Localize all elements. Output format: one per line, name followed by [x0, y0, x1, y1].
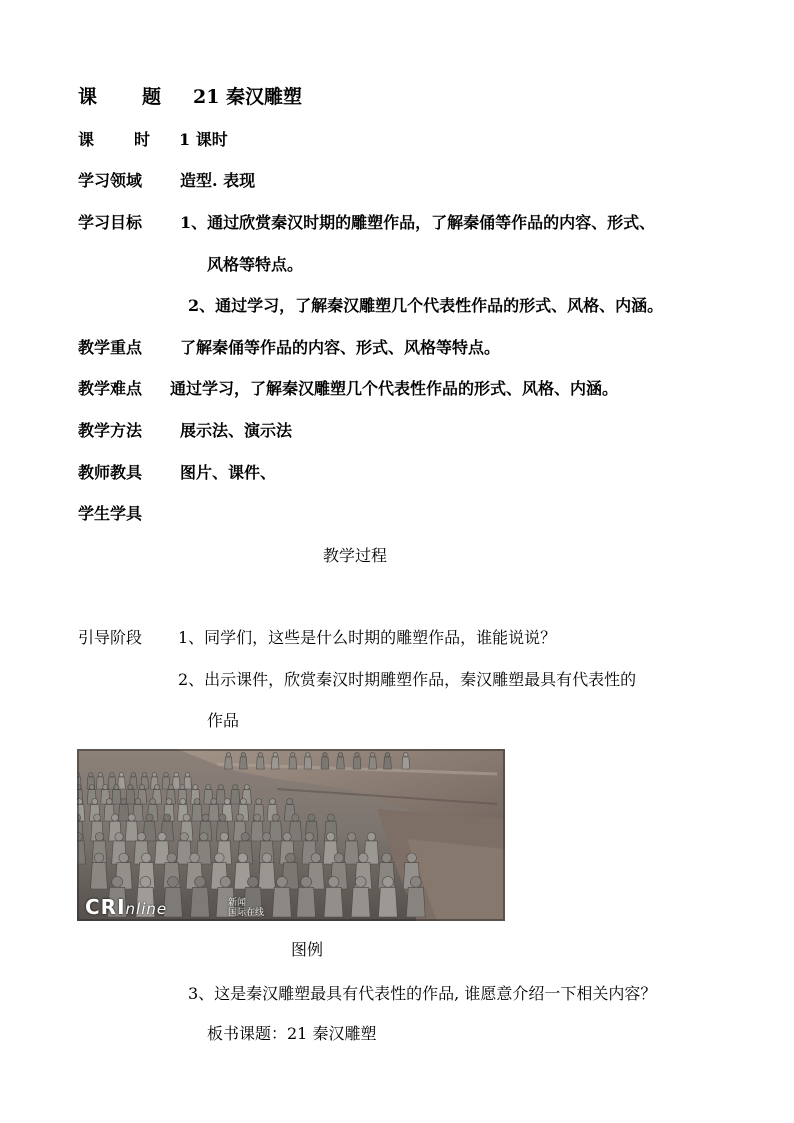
- cri-logo-online: nline: [125, 900, 168, 918]
- warrior-figure-head: [135, 799, 141, 805]
- warrior-figure-head: [119, 853, 129, 863]
- period-label-b: 时: [134, 130, 151, 149]
- warrior-figure-head: [241, 833, 249, 841]
- warrior-figure-head: [94, 814, 101, 821]
- warrior-figure-head: [291, 753, 295, 757]
- warrior-figure-head: [202, 814, 209, 821]
- warrior-figure-body: [378, 887, 397, 917]
- warrior-figure-head: [194, 799, 200, 805]
- warrior-figure-head: [358, 853, 368, 863]
- warrior-figure-head: [355, 753, 359, 757]
- warrior-figure-head: [286, 853, 296, 863]
- warrior-figure-head: [121, 799, 127, 805]
- board-title: 板书课题：21 秦汉雕塑: [207, 1024, 377, 1043]
- stage-row: [0, 627, 794, 649]
- warrior-figure-head: [98, 773, 102, 777]
- warrior-figure-head: [152, 773, 156, 777]
- board-title-row: [207, 1023, 376, 1045]
- warrior-figure-head: [168, 877, 179, 888]
- warrior-figure-head: [262, 833, 270, 841]
- warrior-figure-head: [244, 785, 249, 790]
- warrior-figure-head: [150, 799, 156, 805]
- teacher-tools-label: 教师教具: [78, 463, 143, 482]
- warrior-figure-head: [347, 833, 355, 841]
- warrior-figure-head: [355, 877, 366, 888]
- warrior-figure-body: [192, 805, 203, 822]
- warrior-figure-head: [383, 877, 394, 888]
- cri-logo-sub-2: 国际在线: [228, 908, 265, 918]
- warrior-figure-head: [110, 773, 114, 777]
- warrior-figure-head: [103, 785, 108, 790]
- warrior-figure-head: [106, 799, 112, 805]
- warrior-figure-head: [180, 785, 185, 790]
- warrior-figure-head: [367, 833, 375, 841]
- warrior-figure-head: [308, 814, 315, 821]
- warrior-figure-body: [91, 863, 108, 889]
- student-tools-row: [78, 503, 142, 525]
- field-label: 学习领域: [78, 171, 143, 190]
- warrior-figure-body: [118, 805, 129, 822]
- process-heading-row: [323, 545, 387, 567]
- cri-logo-main: CRI: [85, 895, 126, 919]
- warrior-figure-head: [186, 773, 190, 777]
- warrior-figure-head: [142, 853, 152, 863]
- warrior-figure-body: [271, 757, 279, 769]
- warrior-figure-body: [353, 757, 361, 769]
- warrior-figure-body: [344, 841, 359, 864]
- warrior-figure-head: [168, 785, 173, 790]
- warrior-figure-body: [337, 757, 345, 769]
- warrior-figure-head: [200, 833, 208, 841]
- goal-2-row: [188, 295, 663, 317]
- warrior-figure-body: [369, 757, 377, 769]
- warrior-figure-head: [180, 799, 186, 805]
- period-label-a: 课: [78, 130, 95, 149]
- warrior-figure-head: [276, 877, 287, 888]
- cri-online-logo: [85, 895, 167, 919]
- warrior-figure-head: [238, 853, 248, 863]
- warrior-figure-head: [323, 753, 327, 757]
- warrior-figure-head: [385, 753, 389, 757]
- topic-value: 21 秦汉雕塑: [193, 86, 303, 108]
- warrior-figure-body: [239, 757, 247, 769]
- warrior-figure-body: [216, 790, 225, 804]
- warrior-figure-head: [262, 853, 272, 863]
- terracotta-warriors-photo: [77, 749, 505, 921]
- teacher-tools-value: 图片、课件、: [180, 463, 277, 482]
- method-value: 展示法、演示法: [180, 421, 293, 440]
- topic-row: [0, 86, 794, 110]
- warrior-figure-head: [183, 814, 190, 821]
- warrior-figure-head: [218, 785, 223, 790]
- warrior-figure-head: [142, 773, 146, 777]
- goal-label: 学习目标: [78, 213, 143, 232]
- key-label: 教学重点: [78, 338, 143, 357]
- warrior-figure-head: [215, 853, 225, 863]
- warrior-figure-head: [211, 799, 217, 805]
- cri-logo-sub-1: 新闻: [228, 898, 247, 908]
- warrior-figure-head: [301, 877, 312, 888]
- topic-label-a: 课: [78, 86, 98, 108]
- warrior-figure-head: [89, 773, 93, 777]
- warrior-figure-head: [272, 814, 279, 821]
- warrior-figure-head: [240, 799, 246, 805]
- difficulty-value: 通过学习，了解秦汉雕塑几个代表性作品的形式、风格、内涵。: [170, 379, 619, 398]
- warrior-figure-body: [259, 863, 276, 889]
- warrior-figure-head: [226, 753, 230, 757]
- warrior-figure-head: [292, 814, 299, 821]
- process-item-2b: 作品: [207, 711, 240, 730]
- warrior-figure-head: [119, 773, 123, 777]
- warrior-figure-head: [404, 753, 408, 757]
- warrior-figure-head: [131, 773, 135, 777]
- warrior-figure-head: [327, 814, 334, 821]
- warrior-figure-body: [251, 821, 264, 841]
- warrior-figure-head: [220, 833, 228, 841]
- warrior-figure-head: [241, 753, 245, 757]
- warrior-figure-body: [191, 887, 210, 917]
- warrior-figure-body: [256, 757, 264, 769]
- warrior-figure-body: [155, 841, 170, 864]
- goal-1a: 1、通过欣赏秦汉时期的雕塑作品，了解秦俑等作品的内容、形式、: [180, 213, 656, 232]
- warrior-figure-body: [269, 821, 282, 841]
- warrior-figure-head: [370, 753, 374, 757]
- warrior-figure-head: [128, 785, 133, 790]
- warrior-figure-head: [195, 877, 206, 888]
- warrior-figure-head: [174, 773, 178, 777]
- cri-logo-subtitle: [228, 898, 264, 918]
- goal-row: [0, 212, 794, 234]
- warrior-figure-head: [328, 877, 339, 888]
- warrior-figure-body: [177, 841, 192, 864]
- warrior-figure-head: [224, 799, 230, 805]
- warrior-figure-head: [89, 785, 94, 790]
- process-item-3: 3、这是秦汉雕塑最具有代表性的作品, 谁愿意介绍一下相关内容？: [188, 984, 657, 1003]
- warrior-figure-head: [334, 853, 344, 863]
- warrior-figure-head: [254, 814, 261, 821]
- warrior-figure-body: [289, 757, 297, 769]
- warrior-figure-head: [190, 853, 200, 863]
- difficulty-row: [0, 378, 794, 400]
- warrior-figure-head: [236, 814, 243, 821]
- warrior-figure-head: [92, 799, 98, 805]
- warrior-figure-head: [311, 853, 321, 863]
- warrior-figure-head: [146, 814, 153, 821]
- warrior-figure-head: [94, 853, 104, 863]
- warrior-figure-head: [269, 799, 275, 805]
- warrior-figure-head: [287, 799, 293, 805]
- teacher-tools-row: [0, 462, 794, 484]
- process-heading: 教学过程: [323, 546, 388, 565]
- warrior-figure-head: [114, 785, 119, 790]
- warrior-figure-head: [305, 833, 313, 841]
- warrior-figure-head: [164, 773, 168, 777]
- warrior-figure-body: [321, 757, 329, 769]
- warrior-figure-head: [112, 877, 123, 888]
- warrior-figure-head: [164, 814, 171, 821]
- warrior-figure-head: [140, 785, 145, 790]
- method-label: 教学方法: [78, 421, 143, 440]
- process-item-2-continued: [207, 710, 239, 732]
- key-value: 了解秦俑等作品的内容、形式、风格等特点。: [180, 338, 501, 357]
- warrior-figure-head: [140, 877, 151, 888]
- warrior-figure-head: [283, 833, 291, 841]
- warrior-figure-body: [126, 790, 135, 804]
- warrior-figure-head: [154, 785, 159, 790]
- difficulty-label: 教学难点: [78, 379, 143, 398]
- warrior-figure-body: [209, 805, 220, 822]
- warrior-figure-body: [272, 887, 291, 917]
- warrior-figure-body: [406, 887, 425, 917]
- warrior-figure-head: [382, 853, 392, 863]
- process-item-2-row: [178, 669, 636, 691]
- warrior-figure-head: [410, 877, 421, 888]
- warrior-figure-head: [338, 753, 342, 757]
- warrior-figure-body: [231, 790, 240, 804]
- process-item-3-row: [188, 983, 656, 1005]
- student-tools-label: 学生学具: [78, 504, 143, 523]
- goal-2: 2、通过学习，了解秦汉雕塑几个代表性作品的形式、风格、内涵。: [188, 296, 664, 315]
- field-value: 造型. 表现: [180, 171, 256, 190]
- warrior-figure-body: [297, 887, 316, 917]
- warrior-figure-body: [112, 790, 121, 804]
- warrior-figure-head: [220, 877, 231, 888]
- process-item-2a: 2、出示课件，欣赏秦汉时期雕塑作品，秦汉雕塑最具有代表性的: [178, 670, 637, 689]
- warrior-figure-head: [256, 799, 262, 805]
- key-row: [0, 337, 794, 359]
- goal-1b: 风格等特点。: [207, 255, 304, 274]
- warrior-figure-head: [193, 785, 198, 790]
- period-value: 1 课时: [179, 130, 228, 149]
- warrior-figure-head: [248, 877, 259, 888]
- warrior-figure-head: [158, 833, 166, 841]
- warrior-figure-head: [407, 853, 417, 863]
- warrior-figure-head: [233, 785, 238, 790]
- topic-label-b: 题: [142, 86, 162, 108]
- warrior-figure-body: [351, 887, 370, 917]
- warrior-figure-body: [304, 757, 312, 769]
- warrior-figure-body: [324, 887, 343, 917]
- field-row: [0, 170, 794, 192]
- warrior-figure-head: [273, 753, 277, 757]
- warrior-figure-head: [219, 814, 226, 821]
- warrior-figure-head: [166, 799, 172, 805]
- warrior-figure-head: [115, 833, 123, 841]
- warrior-figure-head: [128, 814, 135, 821]
- warrior-figure-body: [125, 821, 138, 841]
- warrior-figure-head: [137, 833, 145, 841]
- warrior-figure-body: [384, 757, 392, 769]
- photo-caption: 图例: [291, 940, 324, 959]
- process-item-1: 1、同学们，这些是什么时期的雕塑作品，谁能说说？: [178, 628, 557, 647]
- warrior-figure-head: [258, 753, 262, 757]
- warrior-figure-head: [326, 833, 334, 841]
- period-row: [0, 129, 794, 151]
- photo-caption-row: [291, 939, 323, 961]
- warrior-figure-head: [95, 833, 103, 841]
- warrior-figure-body: [225, 757, 233, 769]
- warrior-figure-head: [111, 814, 118, 821]
- warrior-figure-body: [402, 757, 410, 769]
- warrior-figure-head: [206, 785, 211, 790]
- warrior-figure-head: [180, 833, 188, 841]
- stage-label: 引导阶段: [78, 628, 143, 647]
- method-row: [0, 420, 794, 442]
- warrior-figure-head: [167, 853, 177, 863]
- warrior-figure-head: [306, 753, 310, 757]
- goal-1-continued: [207, 254, 303, 276]
